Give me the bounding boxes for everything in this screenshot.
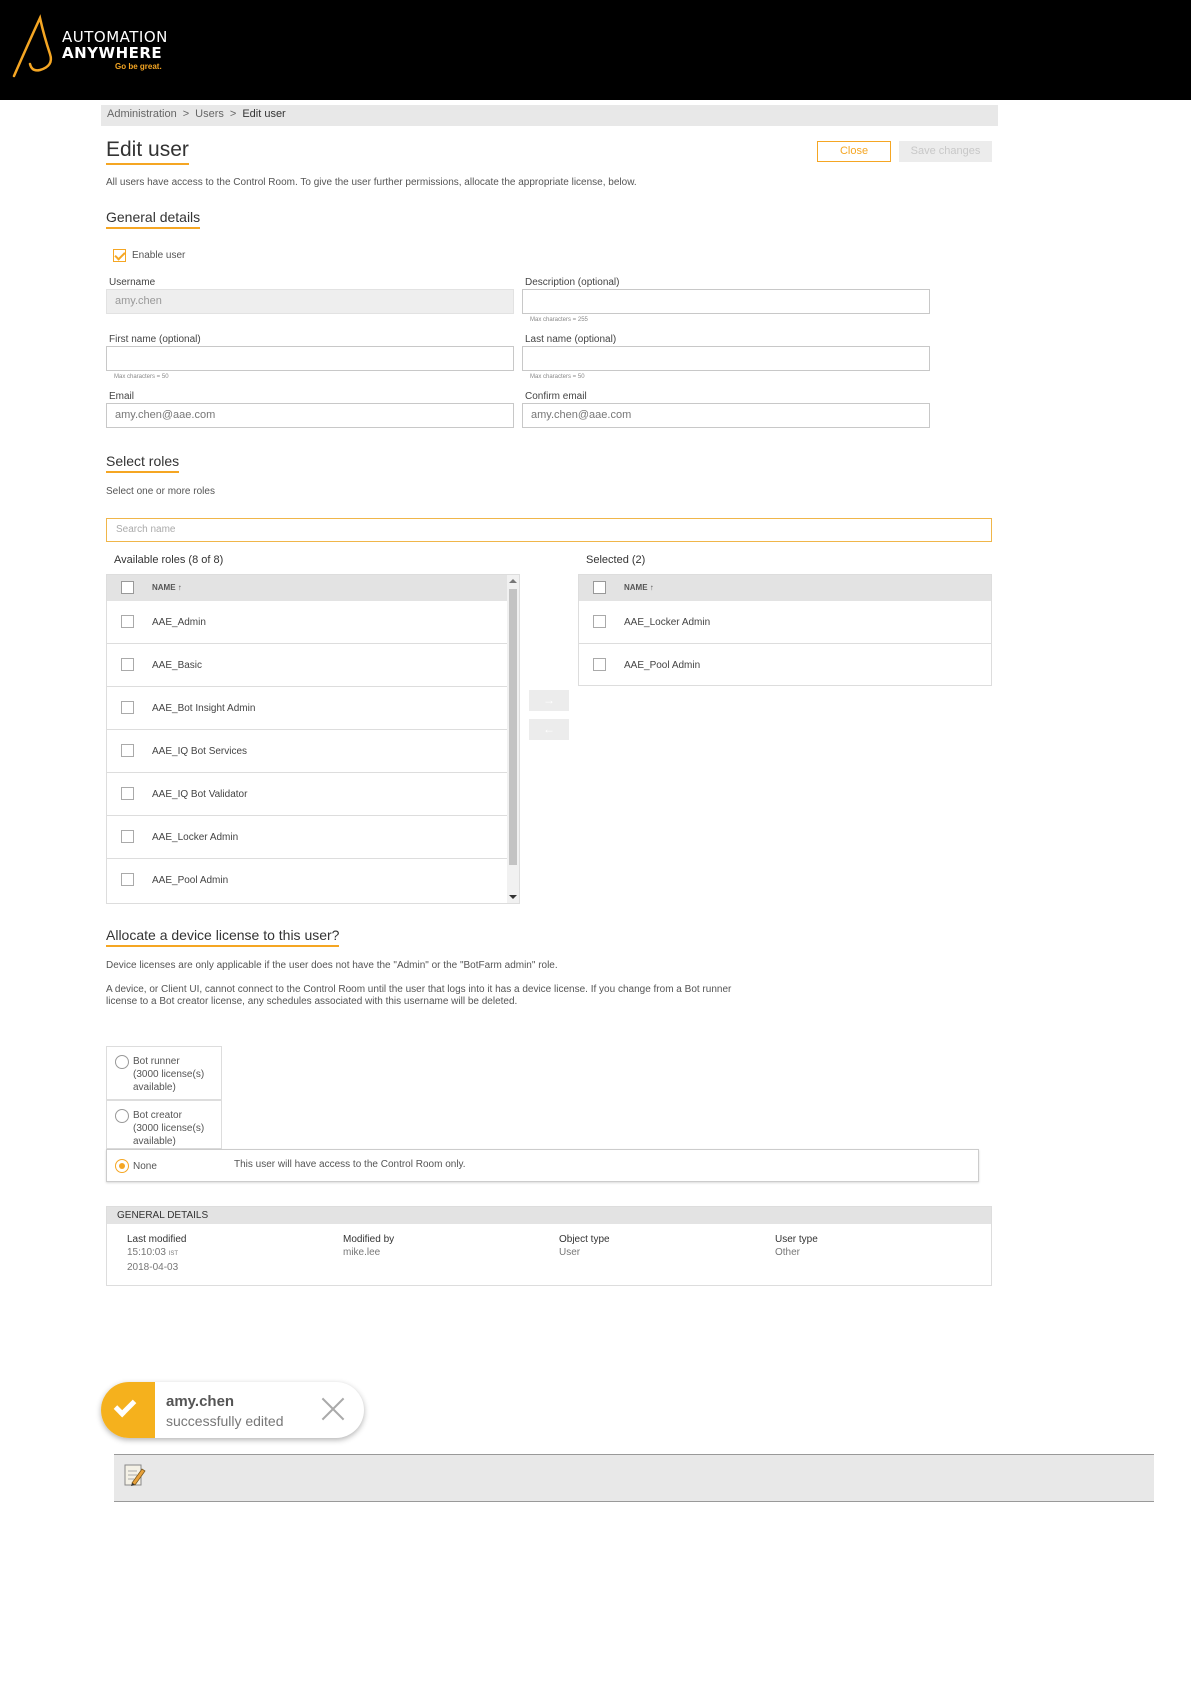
logo-tagline: Go be great.: [115, 62, 162, 71]
roles-scrollbar[interactable]: [507, 575, 519, 903]
last-name-field[interactable]: [522, 346, 930, 371]
role-checkbox[interactable]: [121, 787, 134, 800]
bot-creator-radio[interactable]: [115, 1109, 129, 1123]
breadcrumb-separator: >: [182, 108, 190, 120]
available-role-row[interactable]: [107, 644, 507, 687]
toast-status: [101, 1382, 155, 1438]
breadcrumb-users[interactable]: Users: [195, 108, 224, 120]
role-checkbox[interactable]: [121, 744, 134, 757]
note-pencil-icon: [124, 1463, 146, 1487]
device-license-heading: Allocate a device license to this user?: [106, 927, 339, 947]
scrollbar-thumb[interactable]: [509, 589, 517, 865]
close-icon[interactable]: [320, 1396, 346, 1422]
bot-creator-label: [133, 1109, 204, 1148]
role-checkbox[interactable]: [593, 658, 606, 671]
selected-roles-table: [578, 574, 992, 686]
available-role-row[interactable]: [107, 687, 507, 730]
option-availability-cont: available): [133, 1136, 176, 1147]
bot-runner-label: [133, 1055, 204, 1094]
available-role-row[interactable]: [107, 816, 507, 859]
move-right-button[interactable]: →: [529, 690, 569, 711]
option-availability: (3000 license(s): [133, 1123, 205, 1134]
check-icon: [114, 1395, 137, 1418]
selected-roles-header: [579, 575, 991, 601]
last-modified-label: Last modified: [127, 1234, 187, 1245]
logo-line-1: AUTOMATION: [62, 28, 168, 46]
role-checkbox[interactable]: [121, 615, 134, 628]
object-type-value: User: [559, 1247, 581, 1258]
license-note-2: [106, 984, 731, 1008]
role-checkbox[interactable]: [121, 658, 134, 671]
last-modified-tz: IST: [168, 1251, 179, 1257]
move-left-button[interactable]: ←: [529, 719, 569, 740]
role-name: AAE_IQ Bot Services: [152, 746, 248, 757]
app-header: [0, 0, 1191, 100]
enable-user-checkbox[interactable]: [113, 249, 126, 262]
modified-by-label: Modified by: [343, 1234, 395, 1245]
general-details-heading: General details: [106, 209, 200, 229]
role-name: AAE_Bot Insight Admin: [152, 703, 256, 714]
first-name-label: First name (optional): [109, 334, 201, 345]
intro-text: All users have access to the Control Room. To give the user further permissions, allocate the appropriate license, below.: [106, 177, 637, 188]
enable-user-row[interactable]: [113, 249, 185, 262]
last-modified-col: [127, 1233, 186, 1274]
user-type-value: Other: [775, 1247, 801, 1258]
role-search-input[interactable]: Search name: [106, 518, 992, 542]
description-hint: Max characters = 255: [530, 317, 588, 323]
first-name-hint: Max characters = 50: [114, 374, 169, 380]
name-column-header[interactable]: NAME ↑: [152, 583, 182, 592]
breadcrumb-administration[interactable]: Administration: [107, 108, 177, 120]
first-name-field[interactable]: [106, 346, 514, 371]
last-modified-time: 15:10:03: [127, 1247, 166, 1258]
option-availability-cont: available): [133, 1082, 176, 1093]
note-bar: [114, 1454, 1154, 1502]
available-roles-count: (8 of 8): [188, 554, 224, 566]
page-title: Edit user: [106, 138, 189, 165]
role-name: AAE_Locker Admin: [152, 832, 239, 843]
user-type-label: User type: [775, 1234, 818, 1245]
last-name-hint: Max characters = 50: [530, 374, 585, 380]
option-name: Bot creator: [133, 1110, 182, 1121]
available-roles-header: [107, 575, 507, 601]
license-note-2-line-1: A device, or Client UI, cannot connect to the Control Room until the user that logs into it has a device license. If you change from a Bot runner: [106, 984, 732, 995]
bot-creator-option[interactable]: [106, 1100, 222, 1149]
logo-mark-icon: [10, 14, 70, 80]
confirm-email-label: Confirm email: [525, 391, 587, 402]
selected-role-row[interactable]: [579, 644, 991, 687]
role-checkbox[interactable]: [593, 615, 606, 628]
license-note-2-line-2: license to a Bot creator license, any schedules associated with this username will be deleted.: [106, 996, 518, 1007]
selected-roles-count: (2): [631, 554, 646, 566]
object-type-col: [559, 1233, 610, 1259]
success-toast: [101, 1382, 364, 1438]
option-name: Bot runner: [133, 1056, 180, 1067]
available-role-row[interactable]: [107, 859, 507, 902]
none-radio[interactable]: [115, 1159, 129, 1173]
selected-roles-heading: [586, 554, 645, 566]
select-all-available-checkbox[interactable]: [121, 581, 134, 594]
modified-by-col: [343, 1233, 394, 1259]
none-description: This user will have access to the Control Room only.: [234, 1159, 466, 1170]
last-modified-date: 2018-04-03: [127, 1262, 179, 1273]
breadcrumb: [101, 105, 998, 126]
close-button[interactable]: Close: [817, 141, 891, 162]
none-label: None: [133, 1161, 157, 1172]
select-all-selected-checkbox[interactable]: [593, 581, 606, 594]
automation-anywhere-logo[interactable]: [10, 14, 200, 80]
logo-line-2: ANYWHERE: [62, 44, 163, 62]
available-roles-title: Available roles: [114, 554, 186, 566]
save-changes-button[interactable]: Save changes: [899, 141, 992, 162]
description-field[interactable]: [522, 289, 930, 314]
user-type-col: [775, 1233, 818, 1259]
bot-runner-option[interactable]: [106, 1046, 222, 1100]
role-name: AAE_Pool Admin: [152, 875, 229, 886]
email-label: Email: [109, 391, 135, 402]
bot-runner-radio[interactable]: [115, 1055, 129, 1069]
available-role-row[interactable]: [107, 730, 507, 773]
available-roles-table: [106, 574, 520, 904]
select-roles-subtitle: Select one or more roles: [106, 486, 215, 497]
role-name: AAE_IQ Bot Validator: [152, 789, 248, 800]
license-note-1: Device licenses are only applicable if the user does not have the "Admin" or the "BotFarm admin" role.: [106, 960, 558, 971]
toast-username: amy.chen: [166, 1393, 235, 1410]
username-label: Username: [109, 277, 156, 288]
last-name-label: Last name (optional): [525, 334, 617, 345]
confirm-email-field[interactable]: amy.chen@aae.com: [522, 403, 930, 428]
role-name: AAE_Basic: [152, 660, 203, 671]
toast-message: successfully edited: [166, 1413, 284, 1429]
role-name: AAE_Pool Admin: [624, 660, 701, 671]
role-name: AAE_Admin: [152, 617, 206, 628]
breadcrumb-edit-user: Edit user: [242, 108, 286, 120]
role-name: AAE_Locker Admin: [624, 617, 711, 628]
breadcrumb-separator: >: [229, 108, 237, 120]
scroll-down-icon[interactable]: [509, 895, 517, 899]
enable-user-label: Enable user: [132, 250, 186, 262]
available-roles-heading: [114, 554, 223, 566]
option-availability: (3000 license(s): [133, 1069, 205, 1080]
role-checkbox[interactable]: [121, 830, 134, 843]
general-details-header: GENERAL DETAILS: [107, 1207, 991, 1224]
general-details-panel: [106, 1206, 992, 1286]
description-label: Description (optional): [525, 277, 620, 288]
role-checkbox[interactable]: [121, 873, 134, 886]
available-role-row[interactable]: [107, 601, 507, 644]
select-roles-heading: Select roles: [106, 453, 179, 473]
modified-by-value: mike.lee: [343, 1247, 381, 1258]
selected-roles-title: Selected: [586, 554, 629, 566]
scroll-up-icon[interactable]: [509, 579, 517, 583]
selected-role-row[interactable]: [579, 601, 991, 644]
name-column-header[interactable]: NAME ↑: [624, 583, 654, 592]
object-type-label: Object type: [559, 1234, 610, 1245]
username-field: amy.chen: [106, 289, 514, 314]
role-checkbox[interactable]: [121, 701, 134, 714]
available-role-row[interactable]: [107, 773, 507, 816]
email-field[interactable]: amy.chen@aae.com: [106, 403, 514, 428]
